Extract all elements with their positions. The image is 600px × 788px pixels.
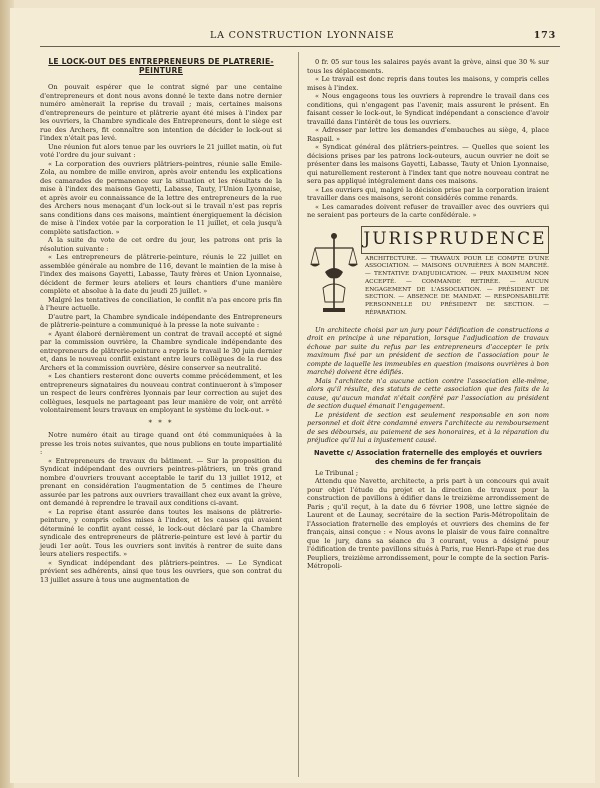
header-rule bbox=[40, 46, 560, 47]
paragraph: « Les entrepreneurs de plâtrerie-peinture, réunis le 22 juillet en assemblée générale au nombre de 116, devant le maintien de la mise à l'index des maisons Gayetti, Labasse, Tauty frères et Union Lyonnaise, décident de fermer leurs ateliers et leurs chantiers d'une manière complète et absolue à la date du jeudi 25 juillet. » bbox=[40, 253, 282, 295]
paragraph: Notre numéro était au tirage quand ont été communiquées à la presse les trois notes suivantes, que nous publions en toute impartialité : bbox=[40, 431, 282, 456]
italic-paragraph: Mais l'architecte n'a aucune action contre l'association elle-même, alors qu'il résulte, des statuts de cette association que des faits de la cause, qu'aucun mandat n'était conféré par l'association au président de section duquel émanait l'engagement. bbox=[307, 376, 549, 410]
paragraph: « Entrepreneurs de travaux du bâtiment. — Sur la proposition du Syndicat indépendant des ouvriers peintres-plâtriers, un très grand nombre d'ouvriers trouvant acceptable le tarif du 13 juillet 1912, et prenant en considération l'augmentation de 5 centimes de l'heure assurée par les patrons aux ouvriers travaillant chez eux avant la grève, ont demandé à reprendre le travail aux conditions ci-avant. bbox=[40, 456, 282, 507]
italic-paragraph: Le président de section est seulement responsable en son nom personnel et doit être condamné envers l'architecte au remboursement de ses déboursés, au paiement de ses honoraires, et à la réparation du préjudice qu'il lui a injustement causé. bbox=[307, 410, 549, 444]
paragraph: « Nous engageons tous les ouvriers à reprendre le travail dans ces conditions, qui n'engagent pas l'avenir, mais assurent le présent. En faisant cesser le lock-out, le Syndicat indépendant a conscience d'avoir travaillé dans l'intérêt de tous les ouvriers. bbox=[307, 92, 549, 126]
paragraph: « La corporation des ouvriers plâtriers-peintres, réunie salle Emile-Zola, au nombre de mille environ, après avoir entendu les explications des camarades de permanence sur la situation et les résultats de la mise à l'index des maisons Gayetti, Labasse, Tauty, l'Union Lyonnaise, et après avoir eu connaissance de la lettre des entrepreneurs de la rue des Archers nous menaçant d'un lock-out si le travail n'est pas repris sans conditions dans ces maisons, maintient énergiquement la décision de mise à l'index votée par la corporation le 11 juillet, et cela jusqu'à complète satisfaction. » bbox=[40, 159, 282, 236]
jurisprudence-banner bbox=[307, 224, 549, 324]
paragraph: « Syndicat indépendant des plâtriers-peintres. — Le Syndicat prévient ses adhérents, ainsi que tous les ouvriers, que son contrat du 13 juillet assure à tous une augmentation de bbox=[40, 558, 282, 584]
column-divider bbox=[298, 52, 299, 777]
paragraph: D'autre part, la Chambre syndicale indépendante des Entrepreneurs de plâtrerie-peinture a communiqué à la presse la note suivante : bbox=[40, 312, 282, 329]
paragraph: On pouvait espérer que le contrat signé par une centaine d'entrepreneurs et dont nous avons donné le texte dans notre dernier numéro amènerait la reprise du travail ; mais, certaines maisons d'entrepreneurs de peinture et plâtrerie ayant été mises à l'index par les ouvriers, la Chambre syndicale des Entrepreneurs, dont le siège est rue des Archers, fit connaître son intention de décider le lock-out si l'index n'était pas levé. bbox=[40, 83, 282, 142]
paragraph: 0 fr. 05 sur tous les salaires payés avant la grève, ainsi que 30 % sur tous les déplacements. bbox=[307, 58, 549, 75]
jurisprudence-summary: ARCHITECTURE. — TRAVAUX POUR LE COMPTE D'UNE ASSOCIATION. — MAISONS OUVRIÈRES À BON MARCHÉ. — TENTATIVE D'ADJUDICATION. — PRIX MAXIMUM NON ACCEPTÉ. — COMMANDE RETIRÉE. — AUCUN ENGAGEMENT DE L'ASSOCIATION. — PRÉSIDENT DE SECTION. — ABSENCE DE MANDAT. — RESPONSABILITÉ PERSONNELLE DU PRÉSIDENT DE SECTION. — RÉPARATION. bbox=[365, 255, 549, 317]
paragraph: Une réunion fut alors tenue par les ouvriers le 21 juillet matin, où fut voté l'ordre du jour suivant : bbox=[40, 142, 282, 159]
running-header bbox=[40, 30, 560, 44]
paragraph: « Ayant élaboré dernièrement un contrat de travail accepté et signé par la commission ouvrière, la Chambre syndicale indépendante des entrepreneurs de plâtrerie-peinture a repris le travail le 30 juin dernier et, dans le nouveau conflit existant entre leurs collègues de la rue des Archers et la commission ouvrière, désire conserver sa neutralité. bbox=[40, 329, 282, 372]
paragraph: « Les camarades doivent refuser de travailler avec des ouvriers qui ne seraient pas porteurs de la carte confédérale. » bbox=[307, 202, 549, 219]
right-column bbox=[307, 58, 549, 571]
paragraph: « Adresser par lettre les demandes d'embauches au siège, 4, place Raspail. » bbox=[307, 126, 549, 143]
paragraph: A la suite du vote de cet ordre du jour, les patrons ont pris la résolution suivante : bbox=[40, 236, 282, 253]
scales-of-justice-icon bbox=[309, 228, 359, 318]
journal-title: LA CONSTRUCTION LYONNAISE bbox=[210, 30, 395, 41]
paragraph: Malgré les tentatives de conciliation, le conflit n'a pas encore pris fin à l'heure actuelle. bbox=[40, 295, 282, 312]
jurisprudence-title: JURISPRUDENCE bbox=[361, 226, 549, 254]
paragraph: « La reprise étant assurée dans toutes les maisons de plâtrerie-peinture, y compris celles mises à l'index, et les causes qui avaient déterminé le conflit ayant cessé, le lock-out déclaré par la Chambre syndicale des entrepreneurs de plâtrerie-peinture est levé à partir du jeudi 1er août. Tous les ouvriers sont invités à rentrer de suite dans leurs ateliers respectifs. » bbox=[40, 507, 282, 558]
case-text: Attendu que Navette, architecte, a pris part à un concours qui avait pour objet l'étude du projet et la direction de travaux pour la construction de pavillons à édifier dans le treizième arrondissement de Paris ; qu'il reçut, à la date du 6 février 1908, une lettre signée de Laurent et de Launay, secrétaire de la section Paris-Métropolitain de l'Association fraternelle des employés et ouvriers des chemins de fer français, ainsi conçue : « Nous avons le plaisir de vous faire connaître que le jury, dans sa séance du 3 courant, vous a désigné pour l'édification de trente pavillons situés à Paris, rue Henri-Pape et rue des Peupliers, treizième arrondissement, pour le compte de la section Paris-Métropoli- bbox=[307, 477, 549, 570]
article-title: LE LOCK-OUT DES ENTREPRENEURS DE PLATRERIE-PEINTURE bbox=[48, 57, 274, 75]
paragraph: « Les ouvriers qui, malgré la décision prise par la corporation iraient travailler dans ces maisons, seront considérés comme renards. bbox=[307, 185, 549, 202]
paragraph: « Le travail est donc repris dans toutes les maisons, y compris celles mises à l'index. bbox=[307, 75, 549, 92]
case-title: Navette c/ Association fraternelle des employés et ouvriers des chemins de fer français bbox=[313, 448, 543, 466]
page-number: 173 bbox=[533, 30, 556, 41]
court-line: Le Tribunal ; bbox=[315, 468, 359, 477]
left-column bbox=[40, 58, 282, 584]
paragraph: « Syndicat général des plâtriers-peintres. — Quelles que soient les décisions prises par les patrons lock-outeurs, aucun ouvrier ne doit se présenter dans les maisons Gayetti, Labasse, Tauty et Union Lyonnaise, qui naturellement resteront à l'index tant que notre nouveau contrat ne sera pas appliqué intégralement dans ces maisons. bbox=[307, 143, 549, 185]
italic-paragraph: Un architecte choisi par un jury pour l'édification de constructions a droit en principe à une réparation, lorsque l'adjudication de travaux échoue par suite du refus par les entrepreneurs d'accepter le prix maximum fixé par un président de section de l'association pour le compte de laquelle les immeubles en question (maisons ouvrières à bon marché) doivent être édifiés. bbox=[307, 325, 549, 376]
section-separator: * * * bbox=[148, 418, 174, 427]
paragraph: « Les chantiers resteront donc ouverts comme précédemment, et les entrepreneurs signataires du nouveau contrat continueront à s'imposer un respect de leurs confrères lyonnais par leur correction au sujet des collègues, lesquels ne partageant pas leur manière de voir, ont arrêté volontairement leurs travaux en employant le système du lock-out. » bbox=[40, 372, 282, 414]
